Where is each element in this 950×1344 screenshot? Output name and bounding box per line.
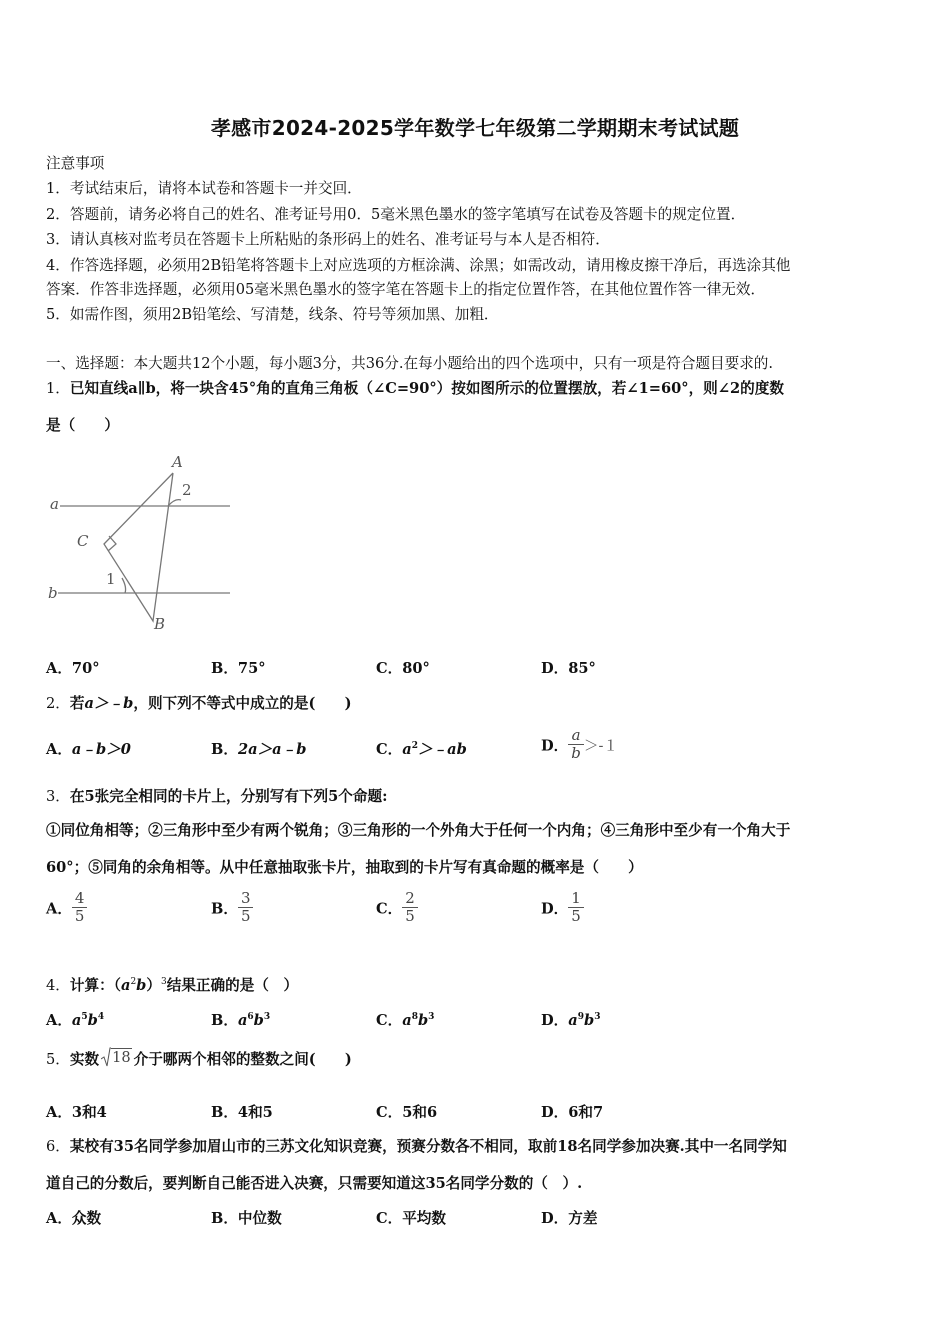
q3-option-a-fraction xyxy=(72,890,88,926)
notice-item-5: 5．如需作图，须用2B铅笔绘、写清楚，线条、符号等须加黑、加粗． xyxy=(46,306,499,323)
q3-option-a-den: 5 xyxy=(74,907,85,926)
q3-option-b-den: 5 xyxy=(240,907,251,926)
q3-option-c-fraction xyxy=(402,890,418,926)
q2-option-d-rest: ＞-１ xyxy=(583,737,618,755)
q5-sqrt xyxy=(101,1049,132,1066)
q4-option-a-a: a xyxy=(71,1012,82,1029)
q6-line2: 道自己的分数后，要判断自己能否进入决赛，只需要知道这35名同学分数的（ ）. xyxy=(46,1175,583,1192)
q2-option-d[interactable] xyxy=(541,727,618,763)
q1-number: 1． xyxy=(46,380,70,397)
q6-option-c[interactable]: C．平均数 xyxy=(376,1210,446,1227)
q5-stem xyxy=(46,1048,352,1069)
q3-option-c[interactable] xyxy=(376,890,418,926)
page-title: 孝感市2024-2025学年数学七年级第二学期期末考试试题 xyxy=(210,116,740,140)
q2-option-b[interactable] xyxy=(211,738,306,759)
q4-stem-a-sup: 2 xyxy=(130,977,137,988)
q4-stem-b: b xyxy=(136,977,147,994)
section-heading: 一、选择题：本大题共12个小题，每小题3分，共36分.在每小题给出的四个选项中，只有一项是符合题目要求的. xyxy=(46,355,774,372)
q5-option-b[interactable]: B．4和5 xyxy=(211,1104,273,1121)
q2-option-c[interactable] xyxy=(376,738,467,759)
q2-stem xyxy=(46,692,351,713)
q2-number: 2． xyxy=(46,695,70,712)
q3-line1: 在5张完全相同的卡片上，分别写有下列5个命题: xyxy=(69,788,388,805)
q3-option-b-fraction xyxy=(238,890,254,926)
q3-line2: ①同位角相等；②三角形中至少有两个锐角；③三角形的一个外角大于任何一个内角；④三角形中至少有一个角大于 xyxy=(46,822,791,839)
q5-option-d[interactable]: D．6和7 xyxy=(541,1104,604,1121)
q4-option-b-ae: 6 xyxy=(247,1012,254,1023)
q3-option-a-label: A． xyxy=(46,900,72,918)
q4-stem xyxy=(46,974,298,995)
q2-option-b-expr: 2a＞a﹣b xyxy=(237,741,307,758)
notice-item-4-cont: 答案．作答非选择题，必须用05毫米黑色墨水的签字笔在答题卡上的指定位置作答，在其他位置作答一律无效． xyxy=(46,281,766,298)
q4-option-d-b: b xyxy=(583,1012,595,1029)
q4-option-c-b: b xyxy=(417,1012,429,1029)
q2-option-d-num: a xyxy=(568,727,584,745)
notice-item-3: 3．请认真核对监考员在答题卡上所粘贴的条形码上的姓名、准考证号与本人是否相符． xyxy=(46,231,610,248)
q5-radicand: 18 xyxy=(112,1049,131,1066)
q4-option-d-a: a xyxy=(568,1012,578,1029)
q2-option-b-label: B． xyxy=(211,741,238,758)
angle-2-arc xyxy=(168,500,181,506)
q3-option-c-label: C． xyxy=(376,900,403,918)
q1-option-b[interactable]: B．75° xyxy=(211,660,266,677)
q5-stem-pre: 实数 xyxy=(69,1051,100,1068)
q2-option-d-den: b xyxy=(571,744,581,763)
q4-option-c[interactable] xyxy=(376,1009,434,1030)
notice-item-2: 2．答题前，请务必将自己的姓名、准考证号用0．5毫米黑色墨水的签字笔填写在试卷及答题卡的规定位置． xyxy=(46,206,746,223)
q4-stem-sup: 3 xyxy=(161,977,167,988)
q5-number: 5． xyxy=(46,1051,70,1068)
q4-option-a-label: A． xyxy=(46,1012,72,1029)
q3-option-d-label: D． xyxy=(541,900,569,918)
q3-option-b-label: B． xyxy=(211,900,238,918)
q2-option-d-fraction xyxy=(568,727,584,763)
q2-stem-post: ，则下列不等式中成立的是( ) xyxy=(133,695,352,712)
notice-item-1: 1．考试结束后，请将本试卷和答题卡一并交回． xyxy=(46,180,362,197)
q4-option-d-be: 3 xyxy=(594,1012,601,1023)
label-angle-1: 1 xyxy=(106,570,116,588)
q2-option-a-expr: a﹣b＞0 xyxy=(71,741,131,758)
q5-stem-post: 介于哪两个相邻的整数之间( ) xyxy=(133,1051,352,1068)
q3-option-a-num: 4 xyxy=(72,890,88,908)
q2-option-a-label: A． xyxy=(46,741,72,758)
radical-sign-icon xyxy=(101,1047,111,1067)
q3-option-b-num: 3 xyxy=(238,890,254,908)
q2-stem-expr: a＞﹣b xyxy=(84,695,134,712)
label-a: a xyxy=(50,495,59,513)
q6-option-b[interactable]: B．中位数 xyxy=(211,1210,282,1227)
q4-option-b[interactable] xyxy=(211,1009,270,1030)
q4-option-a-be: 4 xyxy=(97,1012,105,1023)
q2-option-c-sup: 2 xyxy=(411,741,418,752)
q1-figure xyxy=(44,450,244,635)
q4-number: 4． xyxy=(46,977,70,994)
q3-option-c-den: 5 xyxy=(405,907,415,926)
label-A: A xyxy=(172,453,183,471)
q2-option-c-label: C． xyxy=(376,741,403,758)
q3-option-d[interactable] xyxy=(541,890,584,926)
q1-line2: 是（ ） xyxy=(46,417,119,434)
q3-stem xyxy=(46,785,387,806)
q3-number: 3． xyxy=(46,788,70,805)
q4-stem-post: 结果正确的是（ ） xyxy=(166,977,299,994)
q6-line1: 某校有35名同学参加眉山市的三苏文化知识竞赛，预赛分数各不相同，取前18名同学参加决赛.其中一名同学知 xyxy=(69,1138,787,1155)
q4-option-b-label: B． xyxy=(211,1012,238,1029)
q4-option-d-ae: 9 xyxy=(577,1012,584,1023)
q4-option-a-b: b xyxy=(87,1012,98,1029)
q4-stem-pre: 计算：（ xyxy=(69,977,121,994)
q4-stem-close: ） xyxy=(146,977,161,994)
notice-heading: 注意事项 xyxy=(46,155,105,172)
q2-option-c-base: a xyxy=(402,741,412,758)
label-C: C xyxy=(77,532,89,550)
q6-number: 6． xyxy=(46,1138,70,1155)
triangle xyxy=(104,473,173,621)
q4-option-c-be: 3 xyxy=(428,1012,435,1023)
q1-stem xyxy=(46,377,784,398)
q3-option-d-fraction xyxy=(568,890,584,926)
q4-option-b-be: 3 xyxy=(263,1012,271,1023)
q4-stem-a: a xyxy=(120,977,131,994)
label-angle-2: 2 xyxy=(182,481,192,499)
q3-line3: 60°；⑤同角的余角相等。从中任意抽取张卡片，抽取到的卡片写有真命题的概率是（ ） xyxy=(46,859,643,876)
q4-option-b-a: a xyxy=(237,1012,248,1029)
q4-option-d[interactable] xyxy=(541,1009,600,1030)
q1-option-c[interactable]: C．80° xyxy=(376,660,430,677)
q4-option-c-ae: 8 xyxy=(411,1012,418,1023)
q2-stem-pre: 若 xyxy=(69,695,85,712)
q1-option-d[interactable]: D．85° xyxy=(541,660,596,677)
q6-option-d[interactable]: D．方差 xyxy=(541,1210,598,1227)
q4-option-d-label: D． xyxy=(541,1012,569,1029)
q2-option-c-rest: ＞﹣ab xyxy=(417,741,467,758)
q6-stem xyxy=(46,1135,787,1156)
q2-option-d-label: D． xyxy=(541,737,569,755)
q2-option-a[interactable] xyxy=(46,738,131,759)
q4-option-b-b: b xyxy=(253,1012,264,1029)
q4-option-a[interactable] xyxy=(46,1009,104,1030)
q4-option-a-ae: 5 xyxy=(81,1012,88,1023)
q1-line1: 已知直线a∥b，将一块含45°角的直角三角板（∠C=90°）按如图所示的位置摆放，若∠1=60°，则∠2的度数 xyxy=(69,380,784,397)
q4-option-c-a: a xyxy=(402,1012,412,1029)
q6-option-a[interactable]: A．众数 xyxy=(46,1210,102,1227)
label-B: B xyxy=(154,615,166,633)
q5-option-a[interactable]: A．3和4 xyxy=(46,1104,107,1121)
q3-option-c-num: 2 xyxy=(402,890,418,908)
q3-option-a[interactable] xyxy=(46,890,87,926)
angle-1-arc xyxy=(122,578,126,593)
q3-option-d-den: 5 xyxy=(571,907,581,926)
q3-option-d-num: 1 xyxy=(568,890,584,908)
label-b: b xyxy=(48,584,58,602)
q3-option-b[interactable] xyxy=(211,890,253,926)
q4-option-c-label: C． xyxy=(376,1012,403,1029)
notice-item-4: 4．作答选择题，必须用2B铅笔将答题卡上对应选项的方框涂满、涂黑；如需改动，请用橡皮擦干净后，再选涂其他 xyxy=(46,257,791,274)
q5-option-c[interactable]: C．5和6 xyxy=(376,1104,438,1121)
q1-option-a[interactable]: A．70° xyxy=(46,660,100,677)
